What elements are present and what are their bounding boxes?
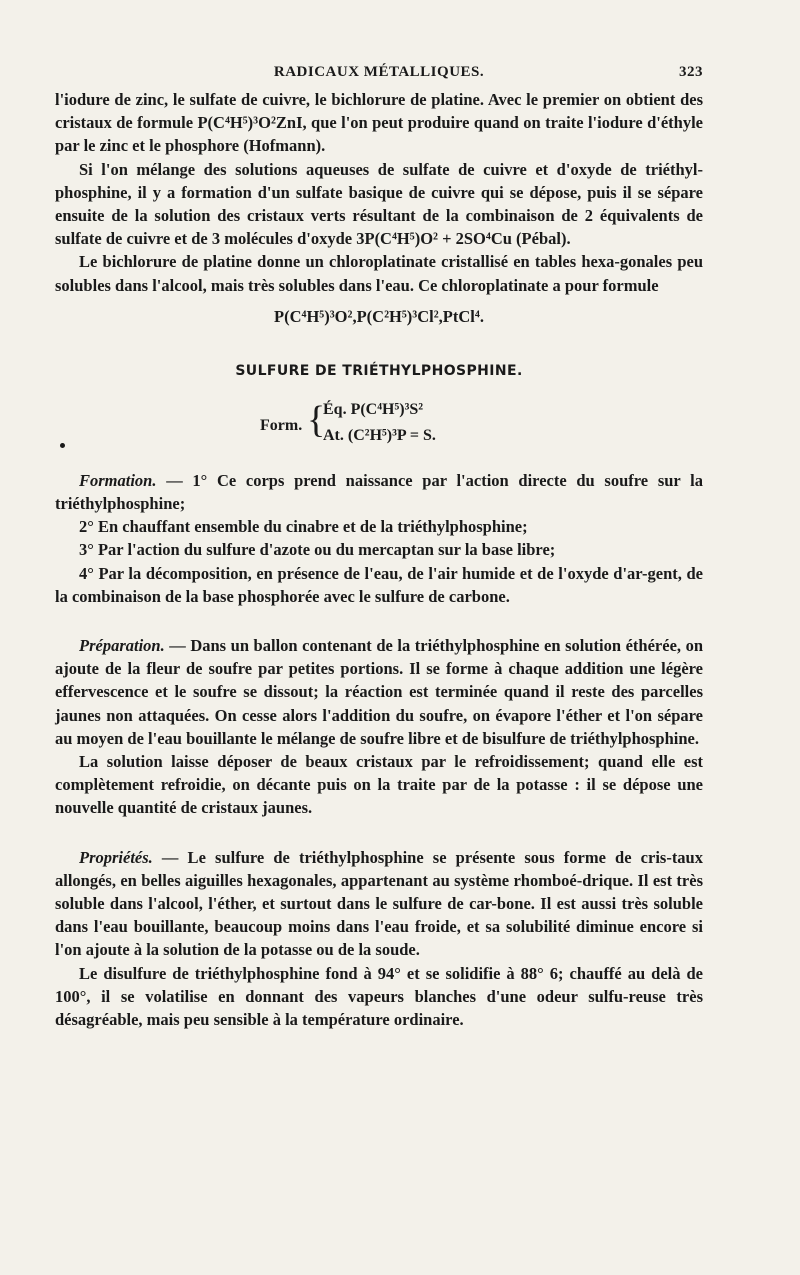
formation-paragraph	[55, 469, 703, 515]
formula-brace: {	[307, 398, 326, 441]
proprietes-text: — Le sulfure de triéthylphosphine se présente sous forme de cris-taux allongés, en belles aiguilles hexagonales, appartenant au système rhomboé-drique. Il est très soluble dans l'alcool, l'éther, et surtout dans le sulfure de car-bone. Il est aussi très soluble dans l'eau bouillante, beaucoup moins dans l'eau froide, et sa solubilité diminue encore si l'on ajoute à la solution de la potasse ou de la soude.	[55, 847, 703, 960]
formation-heading: Formation.	[79, 470, 157, 490]
page-header	[55, 64, 703, 88]
paragraph-iodure: l'iodure de zinc, le sulfate de cuivre, le bichlorure de platine. Avec le premier on obtient des cristaux de formule P(C⁴H⁵)³O²ZnI, que l'on peut produire quand on traite l'iodure d'éthyle par le zinc et le phosphore (Hofmann).	[55, 90, 703, 156]
preparation-text: — Dans un ballon contenant de la triéthylphosphine en solution éthérée, on ajoute de la fleur de soufre par petites portions. Il se forme à chaque addition une légère effervescence et le soufre se dissout; la réaction est terminée quand il reste des parcelles jaunes non attaquées. On cesse alors l'addition du soufre, on évapore l'éther et l'on sépare au moyen de l'eau bouillante le mélange de soufre libre et de bisulfure de triéthylphosphine.	[55, 636, 703, 748]
chloroplatinate-formula: P(C⁴H⁵)³O²,P(C²H⁵)³Cl²,PtCl⁴.	[274, 306, 484, 326]
margin-mark	[60, 443, 65, 448]
section-gap	[55, 608, 703, 634]
formation-text: — 1° Ce corps prend naissance par l'action directe du soufre sur la triéthylphosphine;	[55, 470, 703, 514]
page-number: 323	[679, 64, 703, 80]
formation-item: 3° Par l'action du sulfure d'azote ou du mercaptan sur la base libre;	[79, 540, 556, 560]
formula-equivalent: Éq. P(C⁴H⁵)³S²	[323, 400, 424, 418]
formula-label: Form.	[260, 416, 303, 434]
formation-item: 2° En chauffant ensemble du cinabre et de la triéthylphosphine;	[79, 517, 528, 537]
formula-block	[55, 395, 703, 457]
proprietes-paragraph	[55, 846, 703, 962]
formation-item: 4° Par la décomposition, en présence de l'eau, de l'air humide et de l'oxyde d'ar-gent, de la combinaison de la base phosphorée avec le sulfure de carbone.	[55, 563, 703, 606]
section-title: SULFURE DE TRIÉTHYLPHOSPHINE.	[235, 362, 523, 379]
preparation-followup: La solution laisse déposer de beaux cristaux par le refroidissement; quand elle est complètement refroidie, on décante puis on la traite par de la potasse : il se dépose une nouvelle quantité de cristaux jaunes.	[55, 752, 703, 818]
running-title: RADICAUX MÉTALLIQUES.	[273, 64, 485, 80]
section-gap	[55, 820, 703, 846]
preparation-heading: Préparation.	[79, 636, 165, 656]
preparation-paragraph	[55, 634, 703, 750]
paragraph-sulfate-cuivre: Si l'on mélange des solutions aqueuses de sulfate de cuivre et d'oxyde de triéthyl-phosphine, il y a formation d'un sulfate basique de cuivre qui se dépose, puis il se sépare ensuite de la solution des cristaux verts résultant de la combinaison de 2 équivalents de sulfate de cuivre et de 3 molécules d'oxyde 3P(C⁴H⁵)O² + 2SO⁴Cu (Pébal).	[55, 159, 703, 249]
proprietes-heading: Propriétés.	[79, 847, 153, 867]
paragraph-bichlorure-platine: Le bichlorure de platine donne un chloroplatinate cristallisé en tables hexa-gonales peu solubles dans l'alcool, mais très solubles dans l'eau. Ce chloroplatinate a pour formule	[55, 252, 703, 295]
book-page	[55, 64, 703, 1031]
proprietes-followup: Le disulfure de triéthylphosphine fond à 94° et se solidifie à 88° 6; chauffé au delà de 100°, il se volatilise en donnant des vapeurs blanches d'une odeur sulfu-reuse très désagréable, mais peu sensible à la température ordinaire.	[55, 963, 703, 1030]
formula-atomic: At. (C²H⁵)³P = S.	[323, 426, 436, 444]
